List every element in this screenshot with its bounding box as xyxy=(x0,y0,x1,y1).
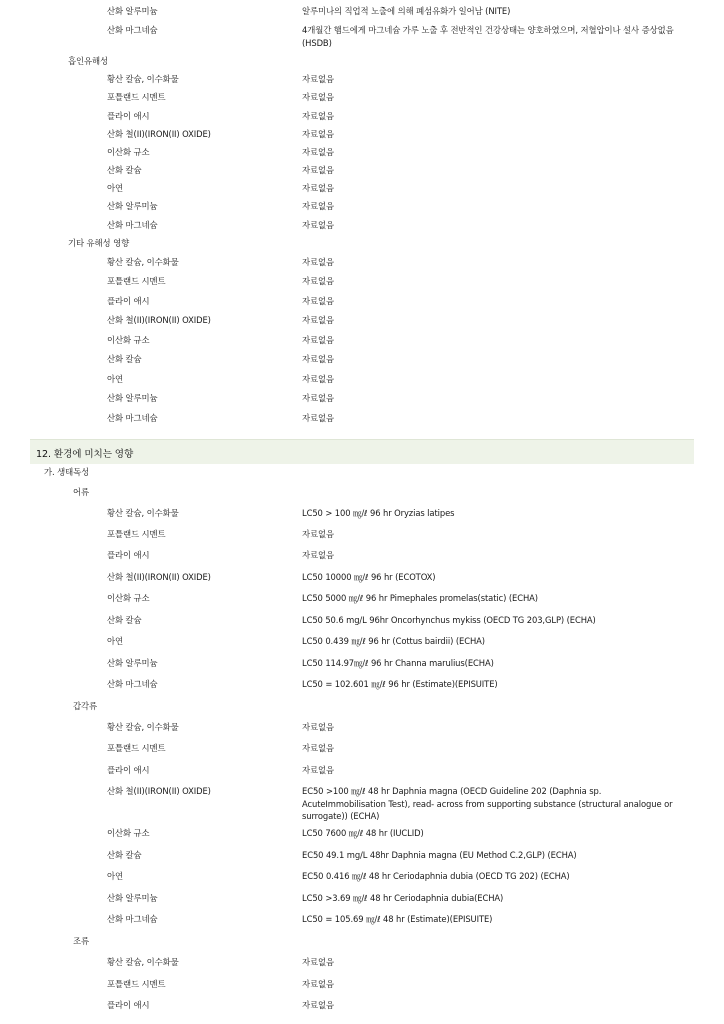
substance-name: 산화 알루미늄 xyxy=(107,6,158,16)
substance-name: 이산화 규소 xyxy=(107,593,150,603)
hazard-value: 자료없음 xyxy=(302,257,334,267)
hazard-value: 자료없음 xyxy=(302,92,334,102)
substance-name: 이산화 규소 xyxy=(107,828,150,838)
hazard-value: 자료없음 xyxy=(302,743,334,753)
substance-name: 황산 칼슘, 이수화물 xyxy=(107,508,179,518)
hazard-value: LC50 >3.69 ㎎/ℓ 48 hr Ceriodaphnia dubia(ECHA) xyxy=(302,893,504,903)
substance-name: 이산화 규소 xyxy=(107,335,150,345)
hazard-value: 자료없음 xyxy=(302,74,334,84)
hazard-value: 자료없음 xyxy=(302,335,334,345)
substance-name: 플라이 애시 xyxy=(107,296,150,306)
substance-name: 산화 철(II)(IRON(II) OXIDE) xyxy=(107,129,211,139)
substance-name: 아연 xyxy=(107,871,123,881)
substance-name: 산화 알루미늄 xyxy=(107,393,158,403)
substance-name: 황산 칼슘, 이수화물 xyxy=(107,957,179,967)
hazard-value: 자료없음 xyxy=(302,957,334,967)
substance-name: 산화 칼슘 xyxy=(107,615,142,625)
hazard-value: 4개월간 햄드에게 마그네슘 가루 노출 후 전반적인 건강상태는 양호하였으며, 저혈압이나 설사 증상없음(HSDB) xyxy=(302,25,674,48)
substance-name: 산화 철(II)(IRON(II) OXIDE) xyxy=(107,572,211,582)
hazard-value: 자료없음 xyxy=(302,393,334,403)
section-header xyxy=(30,439,694,464)
substance-name: 포틀랜드 시멘트 xyxy=(107,979,166,989)
hazard-value: 자료없음 xyxy=(302,979,334,989)
category-label: 기타 유해성 영향 xyxy=(68,238,130,248)
substance-name: 포틀랜드 시멘트 xyxy=(107,276,166,286)
substance-name: 황산 칼슘, 이수화물 xyxy=(107,722,179,732)
hazard-value: 자료없음 xyxy=(302,220,334,230)
hazard-value: 자료없음 xyxy=(302,374,334,384)
hazard-value: LC50 = 105.69 ㎎/ℓ 48 hr (Estimate)(EPISUITE) xyxy=(302,914,493,924)
hazard-value: LC50 10000 ㎎/ℓ 96 hr (ECOTOX) xyxy=(302,572,436,582)
substance-name: 산화 칼슘 xyxy=(107,165,142,175)
category-label: 어류 xyxy=(73,487,89,497)
hazard-value: 자료없음 xyxy=(302,296,334,306)
substance-name: 포틀랜드 시멘트 xyxy=(107,92,166,102)
substance-name: 산화 칼슘 xyxy=(107,850,142,860)
hazard-value: EC50 0.416 ㎎/ℓ 48 hr Ceriodaphnia dubia (OECD TG 202) (ECHA) xyxy=(302,871,570,881)
hazard-value: 자료없음 xyxy=(302,183,334,193)
substance-name: 산화 칼슘 xyxy=(107,354,142,364)
substance-name: 아연 xyxy=(107,636,123,646)
section-title: 12. 환경에 미치는 영향 xyxy=(36,449,134,460)
hazard-value: 자료없음 xyxy=(302,129,334,139)
substance-name: 포틀랜드 시멘트 xyxy=(107,743,166,753)
hazard-value: 자료없음 xyxy=(302,201,334,211)
substance-name: 포틀랜드 시멘트 xyxy=(107,529,166,539)
substance-name: 황산 칼슘, 이수화물 xyxy=(107,257,179,267)
hazard-value: 자료없음 xyxy=(302,315,334,325)
subsection-title: 가. 생태독성 xyxy=(44,467,90,477)
substance-name: 산화 철(II)(IRON(II) OXIDE) xyxy=(107,315,211,325)
hazard-value: 알루미나의 직업적 노출에 의해 폐섬유화가 일어남 (NITE) xyxy=(302,6,511,16)
substance-name: 플라이 애시 xyxy=(107,765,150,775)
substance-name: 황산 칼슘, 이수화물 xyxy=(107,74,179,84)
substance-name: 아연 xyxy=(107,183,123,193)
substance-name: 산화 알루미늄 xyxy=(107,201,158,211)
hazard-value: EC50 >100 ㎎/ℓ 48 hr Daphnia magna (OECD Guideline 202 (Daphnia sp. AcuteImmobilisation Test), read- across from supporting substance (structural analogue or surrogate)) (ECHA) xyxy=(302,786,673,821)
hazard-value: 자료없음 xyxy=(302,111,334,121)
hazard-value: 자료없음 xyxy=(302,765,334,775)
substance-name: 산화 마그네슘 xyxy=(107,914,158,924)
substance-name: 플라이 애시 xyxy=(107,111,150,121)
substance-name: 산화 알루미늄 xyxy=(107,658,158,668)
hazard-value: 자료없음 xyxy=(302,722,334,732)
substance-name: 산화 철(II)(IRON(II) OXIDE) xyxy=(107,786,211,796)
hazard-value: EC50 49.1 mg/L 48hr Daphnia magna (EU Method C.2,GLP) (ECHA) xyxy=(302,850,577,860)
hazard-value: 자료없음 xyxy=(302,550,334,560)
substance-name: 산화 마그네슘 xyxy=(107,220,158,230)
category-label: 흡인유해성 xyxy=(68,56,108,66)
hazard-value: 자료없음 xyxy=(302,1000,334,1010)
substance-name: 산화 마그네슘 xyxy=(107,25,158,35)
substance-name: 이산화 규소 xyxy=(107,147,150,157)
hazard-value: LC50 0.439 ㎎/ℓ 96 hr (Cottus bairdii) (ECHA) xyxy=(302,636,485,646)
category-label: 조류 xyxy=(73,936,89,946)
hazard-value: LC50 > 100 ㎎/ℓ 96 hr Oryzias latipes xyxy=(302,508,455,518)
category-label: 갑각류 xyxy=(73,701,97,711)
substance-name: 산화 마그네슘 xyxy=(107,413,158,423)
hazard-value: LC50 114.97㎎/ℓ 96 hr Channa marulius(ECHA) xyxy=(302,658,494,668)
hazard-value: 자료없음 xyxy=(302,165,334,175)
substance-name: 산화 마그네슘 xyxy=(107,679,158,689)
hazard-value: LC50 = 102.601 ㎎/ℓ 96 hr (Estimate)(EPISUITE) xyxy=(302,679,498,689)
substance-name: 산화 알루미늄 xyxy=(107,893,158,903)
hazard-value: LC50 7600 ㎎/ℓ 48 hr (IUCLID) xyxy=(302,828,424,838)
hazard-value: LC50 50.6 mg/L 96hr Oncorhynchus mykiss (OECD TG 203,GLP) (ECHA) xyxy=(302,615,596,625)
hazard-value: 자료없음 xyxy=(302,276,334,286)
hazard-value: 자료없음 xyxy=(302,529,334,539)
hazard-value: 자료없음 xyxy=(302,413,334,423)
hazard-value: 자료없음 xyxy=(302,354,334,364)
substance-name: 플라이 애시 xyxy=(107,1000,150,1010)
substance-name: 플라이 애시 xyxy=(107,550,150,560)
substance-name: 아연 xyxy=(107,374,123,384)
hazard-value: 자료없음 xyxy=(302,147,334,157)
hazard-value: LC50 5000 ㎎/ℓ 96 hr Pimephales promelas(static) (ECHA) xyxy=(302,593,538,603)
